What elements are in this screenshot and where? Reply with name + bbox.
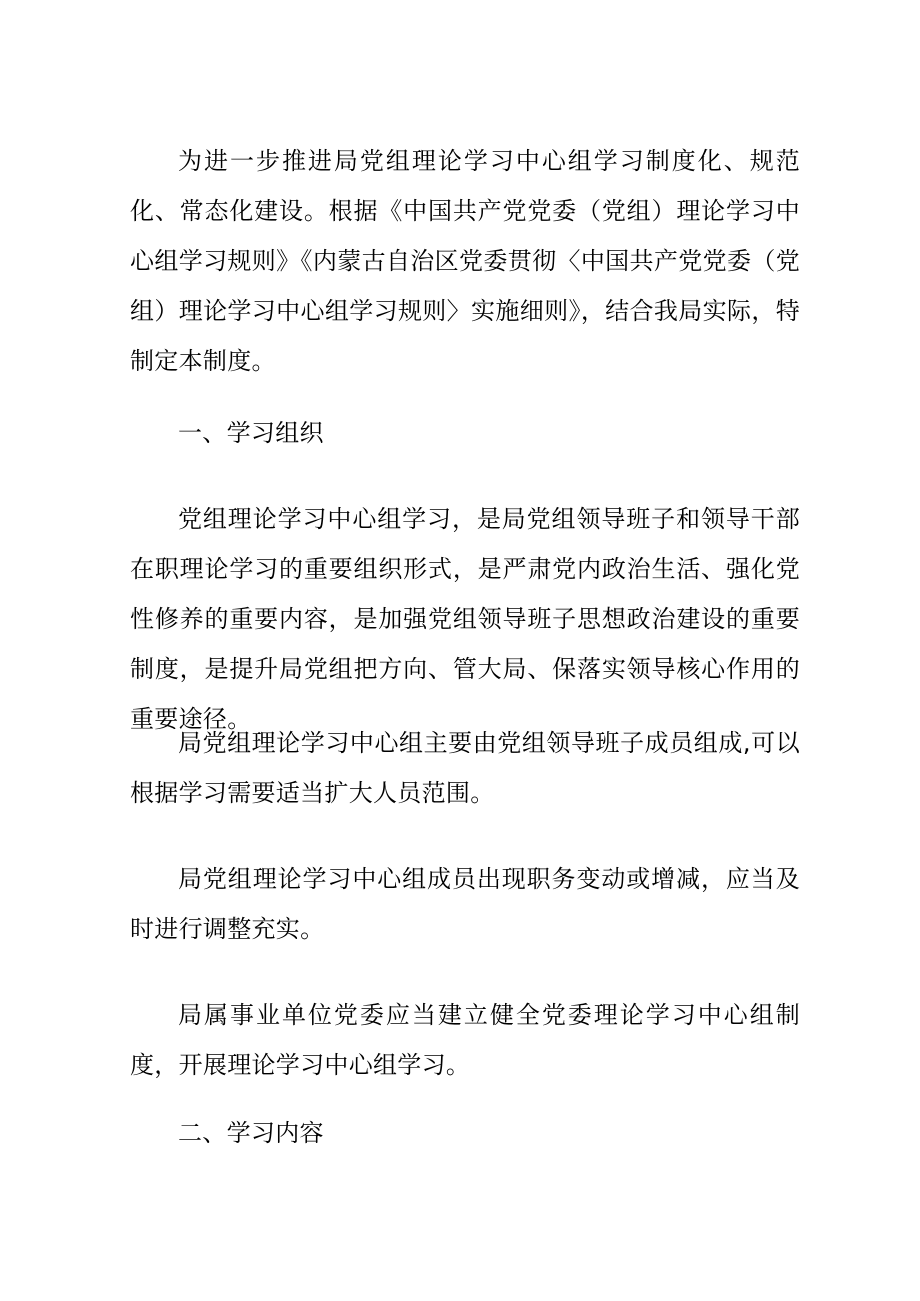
intro-paragraph: 为进一步推进局党组理论学习中心组学习制度化、规范化、常态化建设。根据《中国共产党党委（党组）理论学习中心组学习规则》《内蒙古自治区党委贯彻〈中国共产党党委（党组）理论学习中心组学习规则〉实施细则》，结合我局实际，特制定本制度。	[130, 147, 800, 375]
section1-paragraph-3: 局党组理论学习中心组成员出现职务变动或增减，应当及时进行调整充实。	[130, 865, 800, 943]
section-heading-2: 二、学习内容	[178, 1119, 324, 1147]
section1-paragraph-1: 党组理论学习中心组学习，是局党组领导班子和领导干部在职理论学习的重要组织形式，是严肃党内政治生活、强化党性修养的重要内容，是加强党组领导班子思想政治建设的重要制度，是提升局党组把方向、管大局、保落实领导核心作用的重要途径。	[130, 505, 800, 733]
section1-paragraph-4: 局属事业单位党委应当建立健全党委理论学习中心组制度，开展理论学习中心组学习。	[130, 1001, 800, 1079]
section-heading-1: 一、学习组织	[178, 419, 324, 447]
section1-paragraph-2: 局党组理论学习中心组主要由党组领导班子成员组成,可以根据学习需要适当扩大人员范围。	[130, 729, 800, 807]
